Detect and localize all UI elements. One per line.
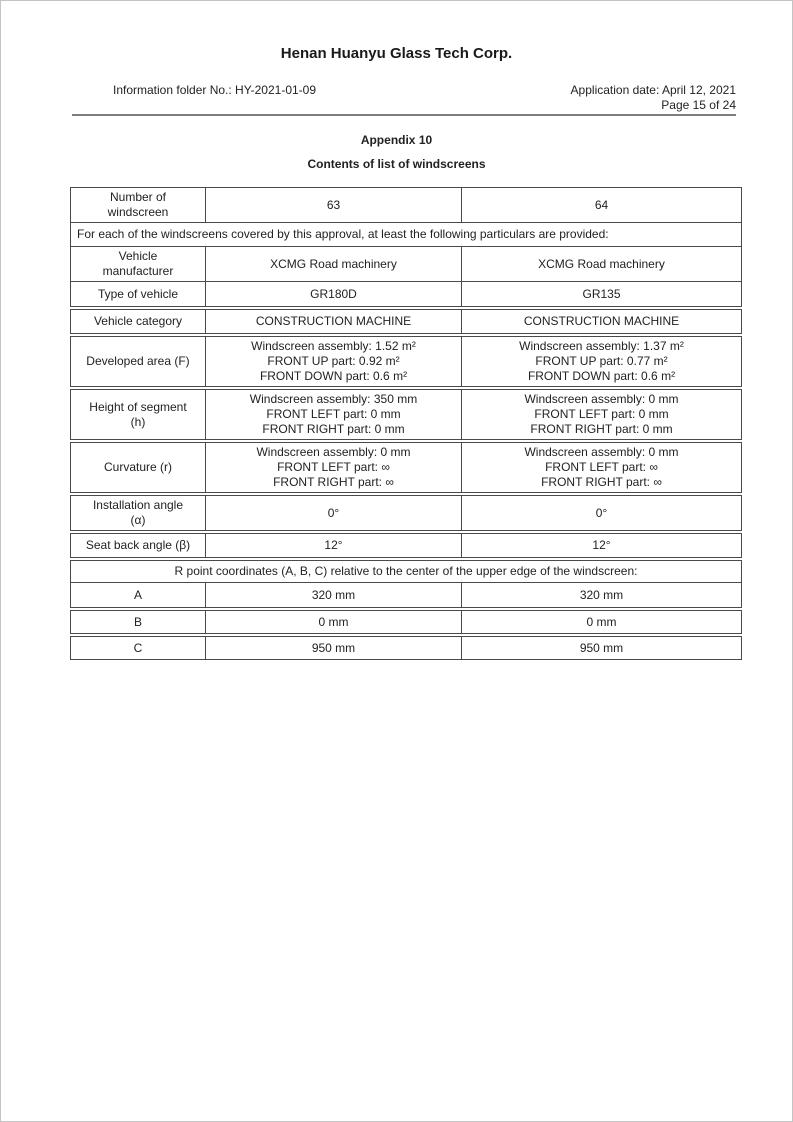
row-label-height-of-segment [71,390,205,439]
value-line: Windscreen assembly: 1.37 m² [519,339,684,353]
table-row-vehicle-manufacturer [71,246,741,281]
value-line: FRONT DOWN part: 0.6 m² [527,369,676,383]
windscreen-63-coordinate-a: 320 mm [205,583,461,607]
table-row-coordinate-a [71,582,741,607]
table-row-height-of-segment [71,390,741,439]
label-line: B [133,614,142,629]
appendix-subtitle: Contents of list of windscreens [307,157,486,171]
table-row-coordinate-c [71,637,741,659]
windscreen-63-manufacturer: XCMG Road machinery [205,247,461,281]
windscreen-64-coordinate-c: 950 mm [461,637,741,659]
label-line: Number of [109,190,167,204]
particulars-note: For each of the windscreens covered by this approval, at least the following particulars are provided: [77,227,609,241]
document-meta [1,83,792,113]
table-group-height-of-segment [70,389,742,440]
row-label-vehicle-manufacturer [71,247,205,281]
windscreen-64-height-of-segment [461,390,741,439]
row-label-coordinate-c [71,637,205,659]
table-row-r-point-note [71,561,741,582]
windscreen-63-number: 63 [205,188,461,222]
label-line: manufacturer [102,264,174,278]
label-line: A [133,587,142,602]
windscreen-64-number: 64 [461,188,741,222]
windscreen-63-seat-back-angle: 12° [205,534,461,557]
table-row-curvature [71,443,741,492]
table-group-vehicle-category [70,309,742,334]
appendix-title: Appendix 10 [360,133,433,147]
label-line: Vehicle category [93,314,183,328]
value-line: FRONT UP part: 0.77 m² [535,354,668,368]
row-label-vehicle-category [71,310,205,333]
table-group-installation-angle [70,495,742,531]
windscreen-63-coordinate-b: 0 mm [205,611,461,633]
value-line: FRONT RIGHT part: ∞ [541,475,662,489]
windscreen-63-coordinate-c: 950 mm [205,637,461,659]
value-line: FRONT RIGHT part: 0 mm [530,422,673,436]
table-group-identification [70,187,742,307]
value-line: FRONT RIGHT part: ∞ [273,475,394,489]
value-line: FRONT LEFT part: ∞ [277,460,390,474]
page-number: Page 15 of 24 [661,98,736,112]
row-label-type-of-vehicle [71,282,205,306]
table-group-curvature [70,442,742,493]
row-label-installation-angle [71,496,205,530]
row-label-developed-area [71,337,205,386]
value-line: FRONT RIGHT part: 0 mm [262,422,405,436]
windscreen-64-coordinate-b: 0 mm [461,611,741,633]
table-group-coordinate-b [70,610,742,634]
value-line: FRONT LEFT part: 0 mm [534,407,669,421]
windscreen-64-vehicle-type: GR135 [461,282,741,306]
table-row-coordinate-b [71,611,741,633]
label-line: Type of vehicle [97,286,179,301]
label-line: windscreen [107,205,169,219]
meta-right-block [571,83,736,113]
value-line: Windscreen assembly: 350 mm [249,392,418,406]
windscreen-63-vehicle-type: GR180D [205,282,461,306]
windscreen-63-curvature [205,443,461,492]
table-group-coordinate-c [70,636,742,660]
windscreen-63-installation-angle: 0° [205,496,461,530]
table-row-developed-area [71,337,741,386]
table-row-vehicle-category [71,310,741,333]
header-divider [72,114,736,116]
label-line: Seat back angle (β) [85,538,191,552]
label-line: (h) [130,414,146,429]
company-title: Henan Huanyu Glass Tech Corp. [280,45,513,62]
value-line: FRONT DOWN part: 0.6 m² [259,369,408,383]
application-date: Application date: April 12, 2021 [570,83,736,97]
label-line: Vehicle [118,249,158,263]
table-group-r-point [70,560,742,608]
table-group-seat-back-angle [70,533,742,558]
windscreen-64-installation-angle: 0° [461,496,741,530]
windscreen-table [70,187,742,660]
value-line: Windscreen assembly: 0 mm [524,392,679,406]
value-line: Windscreen assembly: 0 mm [256,445,411,459]
label-line: C [133,640,143,655]
value-line: FRONT LEFT part: 0 mm [266,407,401,421]
row-label-curvature [71,443,205,492]
windscreen-63-developed-area [205,337,461,386]
table-row-number-of-windscreen [71,188,741,222]
windscreen-64-seat-back-angle: 12° [461,534,741,557]
table-group-developed-area [70,336,742,387]
row-label-seat-back-angle [71,534,205,557]
info-folder-number: Information folder No.: HY-2021-01-09 [113,83,317,97]
windscreen-63-category: CONSTRUCTION MACHINE [205,310,461,333]
table-row-installation-angle [71,496,741,530]
label-line: (α) [130,513,146,527]
label-line: Curvature (r) [103,460,172,474]
table-row-seat-back-angle [71,534,741,557]
value-line: FRONT UP part: 0.92 m² [267,354,400,368]
value-line: Windscreen assembly: 0 mm [524,445,679,459]
label-line: Installation angle [92,498,184,512]
row-label-coordinate-b [71,611,205,633]
row-label-coordinate-a [71,583,205,607]
windscreen-64-manufacturer: XCMG Road machinery [461,247,741,281]
windscreen-64-category: CONSTRUCTION MACHINE [461,310,741,333]
windscreen-63-height-of-segment [205,390,461,439]
label-line: Developed area (F) [86,354,190,368]
r-point-note: R point coordinates (A, B, C) relative to the center of the upper edge of the windscreen: [174,564,638,578]
value-line: Windscreen assembly: 1.52 m² [251,339,416,353]
table-row-type-of-vehicle [71,281,741,306]
value-line: FRONT LEFT part: ∞ [545,460,658,474]
row-label-number-of-windscreen [71,188,205,222]
table-row-particulars-note [71,222,741,246]
windscreen-64-curvature [461,443,741,492]
label-line: Height of segment [89,399,187,414]
windscreen-64-coordinate-a: 320 mm [461,583,741,607]
windscreen-64-developed-area [461,337,741,386]
